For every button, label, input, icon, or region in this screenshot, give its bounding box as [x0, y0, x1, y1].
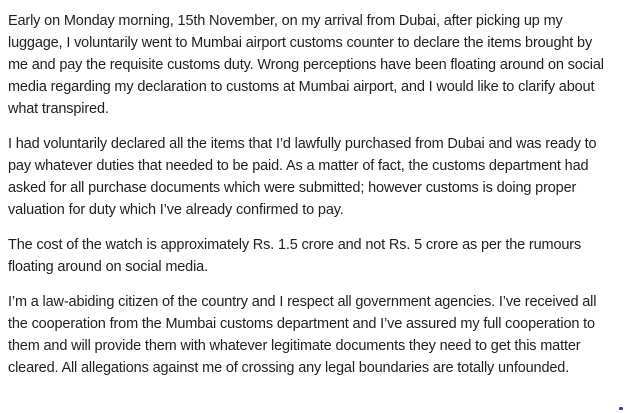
paragraph-watch-cost: The cost of the watch is approximately Rs. 1.5 crore and not Rs. 5 crore as per the rumours floating around on social media.	[8, 237, 582, 275]
paragraph-arrival-declaration: Early on Monday morning, 15th November, on my arrival from Dubai, after picking up my luggage, I voluntarily went to Mumbai airport customs counter to declare the items brought by me and pay the requisite customs duty. Wrong perceptions have been floating around on social media regarding my declaration to customs at Mumbai airport, and I would like to clarify about what transpired.	[8, 13, 604, 117]
paragraph-law-abiding: I’m a law-abiding citizen of the country and I respect all government agencies. I’ve received all the cooperation from the Mumbai customs department and I’ve assured my full cooperation to them and will provide them with whatever legitimate documents they need to get this matter cleared. All allegations against me of crossing any legal boundaries are totally unfounded.	[8, 294, 597, 376]
statement-text-block	[8, 10, 614, 392]
cursor-artifact	[619, 407, 623, 410]
paragraph-voluntary-declaration: I had voluntarily declared all the items that I’d lawfully purchased from Dubai and was ready to pay whatever duties that needed to be paid. As a matter of fact, the customs department had asked for all purchase documents which were submitted; however customs is doing proper valuation for duty which I’ve already confirmed to pay.	[8, 136, 597, 218]
